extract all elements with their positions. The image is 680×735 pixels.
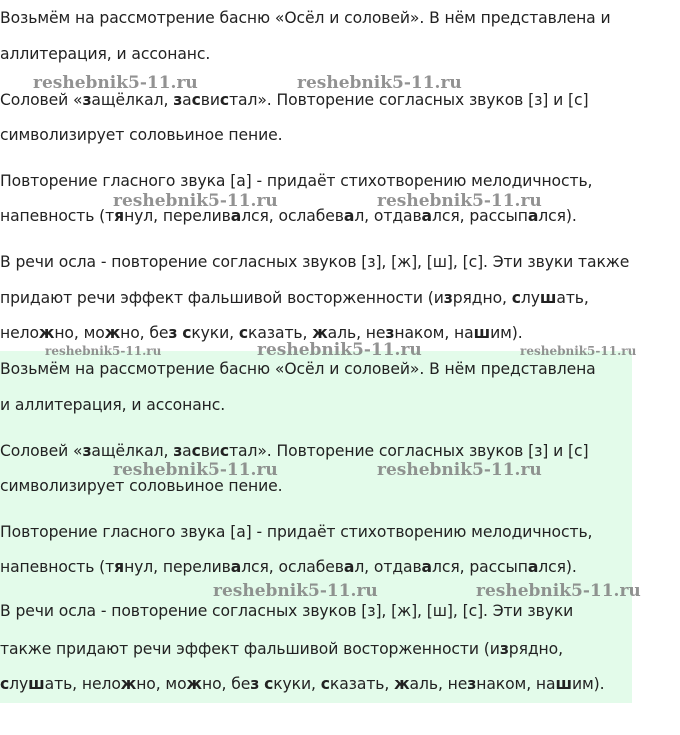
highlighted-sound: с	[238, 324, 249, 342]
highlighted-sound: а	[230, 207, 242, 225]
watermark: reshebnik5-11.ru	[520, 344, 637, 358]
watermark: reshebnik5-11.ru	[257, 340, 422, 360]
highlighted-sound: с	[191, 91, 201, 109]
highlighted-sound: з	[385, 324, 395, 342]
watermark: reshebnik5-11.ru	[33, 73, 198, 93]
text-line: слушать, неложно, можно, без скуки, сказать, жаль, незнаком, нашим).	[0, 675, 605, 693]
watermark: reshebnik5-11.ru	[113, 460, 278, 480]
highlighted-sound: с	[219, 442, 230, 460]
watermark: reshebnik5-11.ru	[377, 460, 542, 480]
highlighted-sound: а	[343, 207, 355, 225]
watermark: reshebnik5-11.ru	[297, 73, 462, 93]
text-line: Соловей «защёлкал, засвистал». Повторение согласных звуков [з] и [с]	[0, 91, 589, 109]
answer-block-2	[0, 340, 641, 703]
text-line: напевность (тянул, переливался, ослабевал, отдавался, рассыпался).	[0, 558, 577, 576]
text-line: и аллитерация, и ассонанс.	[0, 396, 226, 414]
highlighted-sound: ж	[104, 324, 121, 342]
highlighted-sound: з	[250, 675, 260, 693]
highlighted-sound: ж	[186, 675, 202, 693]
highlighted-sound: а	[230, 558, 242, 576]
highlighted-sound: ж	[120, 675, 137, 693]
watermark: reshebnik5-11.ru	[476, 581, 641, 601]
text-line: символизирует соловьиное пение.	[0, 477, 283, 495]
text-line: также придают речи эффект фальшивой восторженности (изрядно,	[0, 640, 563, 658]
highlighted-sound: ж	[394, 675, 410, 693]
text-line: символизирует соловьиное пение.	[0, 126, 283, 144]
highlighted-sound: ш	[539, 289, 557, 307]
highlighted-sound: а	[421, 558, 432, 576]
highlighted-sound: з	[499, 640, 509, 658]
highlighted-sound: ш	[473, 324, 491, 342]
highlighted-sound: з	[82, 442, 92, 460]
text-line: придают речи эффект фальшивой восторженности (изрядно, слушать,	[0, 289, 589, 307]
text-line: аллитерация, и ассонанс.	[0, 45, 211, 63]
highlighted-sound: ж	[312, 324, 328, 342]
highlighted-sound: с	[219, 91, 230, 109]
highlighted-sound: а	[527, 558, 539, 576]
highlighted-sound: ш	[28, 675, 45, 693]
highlighted-sound: с	[191, 442, 201, 460]
text-line: Возьмём на рассмотрение басню «Осёл и соловей». В нём представлена и	[0, 9, 611, 27]
text-line: Повторение гласного звука [а] - придаёт стихотворению мелодичность,	[0, 172, 593, 190]
text-line: Возьмём на рассмотрение басню «Осёл и соловей». В нём представлена	[0, 360, 596, 378]
highlighted-sound: с	[182, 324, 192, 342]
highlighted-sound: з	[173, 442, 183, 460]
highlighted-sound: я	[114, 558, 125, 576]
highlighted-sound: а	[421, 207, 432, 225]
highlighted-sound: з	[443, 289, 453, 307]
highlighted-sound: з	[467, 675, 477, 693]
text-line: неложно, можно, без скуки, сказать, жаль, незнаком, нашим).	[0, 324, 523, 342]
highlighted-sound: з	[168, 324, 178, 342]
highlighted-sound: с	[511, 289, 521, 307]
highlighted-sound: а	[527, 207, 539, 225]
text-line: Повторение гласного звука [а] - придаёт стихотворению мелодичность,	[0, 523, 593, 541]
watermark: reshebnik5-11.ru	[377, 191, 542, 211]
watermark: reshebnik5-11.ru	[45, 344, 162, 358]
highlighted-sound: с	[0, 675, 10, 693]
highlighted-sound: з	[173, 91, 183, 109]
text-line: Соловей «защёлкал, засвистал». Повторение согласных звуков [з] и [с]	[0, 442, 589, 460]
highlighted-sound: а	[343, 558, 355, 576]
watermark: reshebnik5-11.ru	[113, 191, 278, 211]
highlighted-sound: ш	[555, 675, 572, 693]
highlighted-sound: ж	[38, 324, 55, 342]
text-line: напевность (тянул, переливался, ослабевал, отдавался, рассыпался).	[0, 207, 577, 225]
answer-block-1	[0, 0, 660, 350]
text-line: В речи осла - повторение согласных звуков [з], [ж], [ш], [с]. Эти звуки также	[0, 253, 630, 271]
watermark: reshebnik5-11.ru	[213, 581, 378, 601]
highlighted-sound: с	[320, 675, 330, 693]
highlighted-sound: я	[114, 207, 125, 225]
highlighted-sound: з	[82, 91, 92, 109]
text-line: В речи осла - повторение согласных звуков [з], [ж], [ш], [с]. Эти звуки	[0, 602, 574, 620]
highlighted-sound: с	[264, 675, 274, 693]
